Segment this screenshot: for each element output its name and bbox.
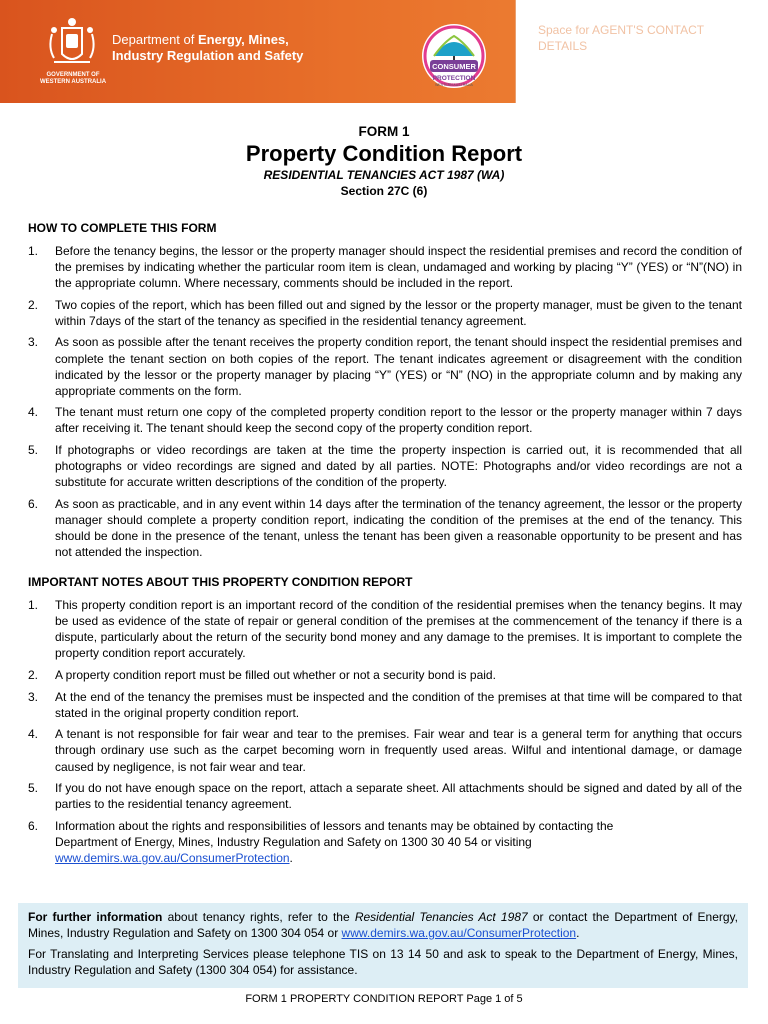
item-text: The tenant must return one copy of the completed property condition report to the lessor or the property manager within 7 days after receiving it. The tenant should keep the second copy of the property condition report. — [55, 405, 742, 436]
how-to-list — [28, 243, 742, 560]
item-number: 3. — [28, 689, 39, 704]
section-number: Section 27C (6) — [340, 184, 428, 198]
consumer-protection-logo-icon — [420, 22, 488, 90]
dept-line2: Industry Regulation and Safety — [112, 48, 304, 63]
list-item — [28, 818, 742, 866]
list-item — [28, 442, 742, 490]
department-name — [112, 32, 303, 64]
dept-prefix: Department of — [112, 32, 198, 47]
item-text: If photographs or video recordings are taken at the time the property inspection is carried out, it is recommended that all photographs or video recordings are signed and dated by all parties. NOTE: Photographs and/or video recordings are not a substitute for accurate written descriptions of the condition of the property. — [55, 443, 742, 490]
cp-logo-text1: CONSUMER — [432, 62, 476, 71]
further-info-paragraph — [28, 909, 738, 941]
list-item — [28, 496, 742, 560]
item-text-line2: Department of Energy, Mines, Industry Regulation and Safety on 1300 30 40 54 or visiting — [55, 834, 532, 849]
item-number: 1. — [28, 244, 39, 258]
act-title: RESIDENTIAL TENANCIES ACT 1987 (WA) — [263, 168, 505, 182]
item-number: 4. — [28, 727, 39, 742]
list-item — [28, 297, 742, 329]
list-item — [28, 404, 742, 436]
list-item — [28, 780, 742, 812]
page-footer: FORM 1 PROPERTY CONDITION REPORT Page 1 of 5 — [245, 993, 523, 1005]
further-info-bold: For further information — [28, 910, 163, 924]
list-item — [28, 243, 742, 291]
item-number: 2. — [28, 668, 39, 683]
list-item — [28, 334, 742, 398]
item-text: As soon as practicable, and in any event within 14 days after the termination of the tenancy agreement, the lessor or the property manager should complete a property condition report, indicating the condition of the premises at the end of the tenancy. This should be done in the presence of the tenant, unless the tenant has been given a reasonable opportunity to be present and has not attended the inspection. — [55, 496, 742, 560]
item-text: A property condition report must be filled out whether or not a security bond is paid. — [55, 668, 496, 683]
list-item — [28, 689, 742, 721]
item-suffix: . — [289, 851, 293, 865]
further-info-text-b: or contact the Department of Energy, Mines, Industry Regulation and Safety on 1300 304 054 or — [28, 910, 738, 940]
form-instructions — [28, 220, 742, 872]
cp-logo-text3: WESTERN AUSTRALIA — [435, 83, 473, 87]
agent-contact-box — [515, 0, 768, 103]
further-info-text-a: about tenancy rights, refer to the — [162, 910, 355, 924]
item-number: 4. — [28, 405, 39, 420]
form-number: FORM 1 — [358, 124, 410, 139]
page-title: Property Condition Report — [245, 141, 523, 166]
item-text: Before the tenancy begins, the lessor or the property manager should inspect the residential premises and record the condition of the premises by indicating whether the particular room item is clean, undamaged and working by placing “Y” (YES) or “N”(NO) in the appropriate column. Where necessary, comments should be included in the report. — [55, 244, 742, 291]
item-text-line1: Information about the rights and responsibilities of lessors and tenants may be obtained by contacting the — [55, 818, 614, 833]
crest-caption — [36, 72, 110, 86]
further-info-box — [18, 903, 748, 988]
item-number: 6. — [28, 818, 39, 833]
item-text: A tenant is not responsible for fair wear and tear to the premises. Fair wear and tear is a general term for anything that occurs through ordinary use such as the carpet becoming worn in frequently used areas. Wilful and intentional damage, or damage caused by negligence, is not fair wear and tear. — [55, 727, 742, 774]
dept-line1-bold: Energy, Mines, — [198, 32, 289, 47]
crest-caption-line1: GOVERNMENT OF — [46, 72, 100, 78]
item-number: 5. — [28, 781, 39, 796]
item-text: As soon as possible after the tenant receives the property condition report, the tenant should inspect the residential premises and complete the tenant section on both copies of the report. The tenant indicates agreement or disagreement with the condition indicated by the lessor or the property manager by placing “Y” (YES) or “N” (NO) in the appropriate column and by making any appropriate comments on the form. — [55, 335, 742, 398]
item-number: 1. — [28, 598, 39, 613]
item-text: At the end of the tenancy the premises must be inspected and the condition of the premises at that time will be compared to that stated in the original property condition report. — [55, 689, 742, 720]
act-reference: Residential Tenancies Act 1987 — [354, 910, 528, 924]
item-number: 3. — [28, 335, 39, 350]
item-number: 2. — [28, 297, 39, 312]
cp-logo-text2: PROTECTION — [432, 75, 476, 82]
item-text: Two copies of the report, which has been filled out and signed by the lessor or the property manager, must be given to the tenant within 7days of the start of the tenancy as specified in the residential tenancy agreement. — [55, 297, 742, 328]
list-item — [28, 597, 742, 661]
list-item — [28, 667, 742, 683]
item-number: 6. — [28, 496, 39, 511]
item-text: This property condition report is an important record of the condition of the residential premises when the tenancy begins. It may be used as evidence of the state of repair or general condition of the premises at the commencement of the tenancy if there is a dispute, particularly about the return of the security bond money and any damage to the premises. It is important to complete the property condition report accurately. — [55, 598, 742, 661]
how-to-heading: HOW TO COMPLETE THIS FORM — [28, 221, 217, 235]
further-info-link[interactable]: www.demirs.wa.gov.au/ConsumerProtection — [341, 926, 577, 940]
item-number: 5. — [28, 443, 39, 458]
crest-caption-line2: WESTERN AUSTRALIA — [39, 79, 107, 85]
title-block — [0, 124, 768, 199]
further-info-end: . — [576, 926, 580, 940]
list-item — [28, 726, 742, 774]
important-notes-heading: IMPORTANT NOTES ABOUT THIS PROPERTY CONDITION REPORT — [28, 575, 413, 590]
important-notes-list — [28, 597, 742, 866]
consumer-protection-link[interactable]: www.demirs.wa.gov.au/ConsumerProtection — [55, 851, 290, 865]
item-text: If you do not have enough space on the report, attach a separate sheet. All attachments should be signed and dated by all of the parties to the residential tenancy agreement. — [55, 781, 742, 812]
agent-contact-placeholder: Space for AGENT'S CONTACT DETAILS — [538, 23, 704, 53]
tis-paragraph: For Translating and Interpreting Services please telephone TIS on 13 14 50 and ask to speak to the Department of Energy, Mines, Industry Regulation and Safety (1300 304 054) for assistance. — [28, 947, 738, 977]
